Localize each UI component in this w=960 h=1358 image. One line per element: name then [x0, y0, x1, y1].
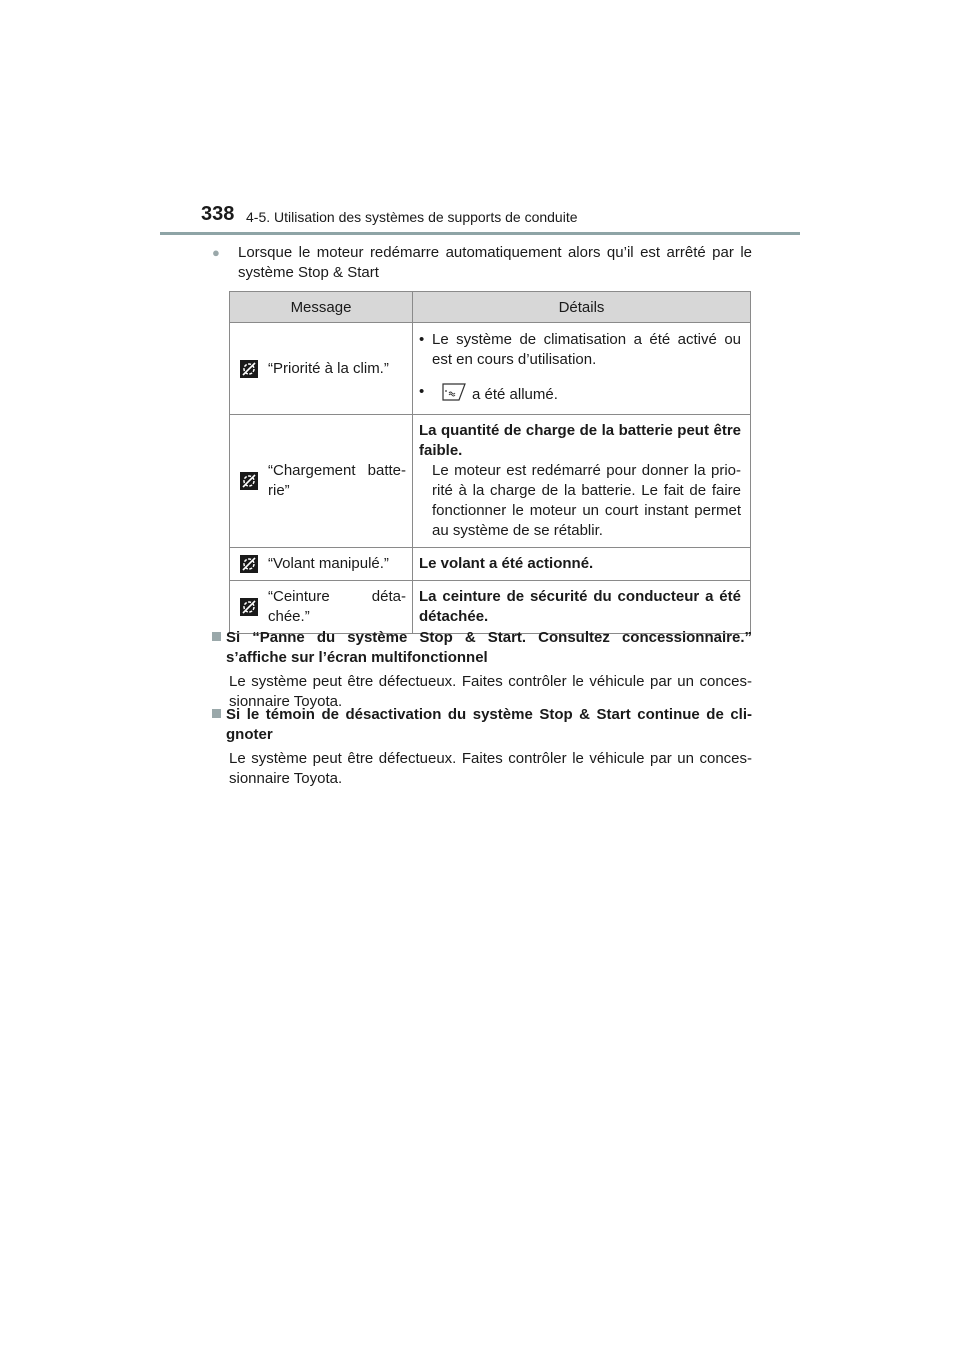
detail-heading: Le volant a été actionné. [419, 555, 594, 572]
table-header-row [230, 292, 751, 323]
message-text: “Ceinture déta-chée.” [268, 588, 406, 625]
stop-start-indicator-icon [230, 472, 268, 490]
bullet-icon: ● [212, 245, 220, 260]
intro-bullet-text: Lorsque le moteur redémarre automatiquement alors qu’il est arrêté par le système Stop & Start [238, 244, 752, 281]
column-header-message: Message [230, 292, 413, 323]
detail-text: Le moteur est redémarré pour donner la prio-rité à la charge de la batterie. Le fait de faire fonctionner le moteur un court instant permet au système de se rétablir. [432, 462, 741, 539]
message-text: “Volant manipulé.” [268, 555, 389, 572]
table-row [230, 323, 751, 415]
subsection-stop-start-failure [212, 628, 752, 712]
table-row [230, 581, 751, 634]
stop-start-indicator-icon [230, 598, 268, 616]
page-number: 338 [201, 203, 235, 225]
detail-text: Le système de climatisation a été activé ou est en cours d’utilisation. [432, 330, 741, 368]
detail-text: a été allumé. [472, 385, 558, 403]
detail-heading: La ceinture de sécurité du conducteur a été détachée. [419, 588, 741, 625]
detail-heading: La quantité de charge de la batterie peut être faible. [419, 422, 741, 459]
message-table [229, 291, 751, 634]
subsection-text: Le système peut être défectueux. Faites contrôler le véhicule par un conces-sionnaire Toyota. [229, 750, 752, 787]
square-bullet-icon [212, 632, 221, 641]
detail-list-item [419, 382, 741, 408]
table-row [230, 415, 751, 548]
stop-start-indicator-icon [230, 360, 268, 378]
bullet-icon: • [419, 382, 425, 400]
section-title: 4-5. Utilisation des systèmes de supports de conduite [246, 209, 578, 225]
header-divider [160, 232, 800, 235]
bullet-icon: • [419, 330, 425, 348]
message-text: “Priorité à la clim.” [268, 359, 389, 377]
subsection-indicator-blinking [212, 705, 752, 789]
subsection-heading: Si le témoin de désactivation du système Stop & Start continue de cli-gnoter [226, 706, 752, 743]
stop-start-indicator-icon [230, 555, 268, 573]
column-header-details: Détails [413, 292, 751, 323]
subsection-heading: Si “Panne du système Stop & Start. Consultez concessionnaire.” s’affiche sur l’écran multifonctionnel [226, 629, 752, 666]
intro-bullet [212, 243, 752, 283]
defogger-icon [440, 382, 466, 408]
detail-list-item [419, 330, 741, 370]
square-bullet-icon [212, 709, 221, 718]
table-row [230, 548, 751, 581]
message-text: “Chargement batte-rie” [268, 462, 406, 499]
subsection-text: Le système peut être défectueux. Faites contrôler le véhicule par un conces-sionnaire Toyota. [229, 673, 752, 710]
